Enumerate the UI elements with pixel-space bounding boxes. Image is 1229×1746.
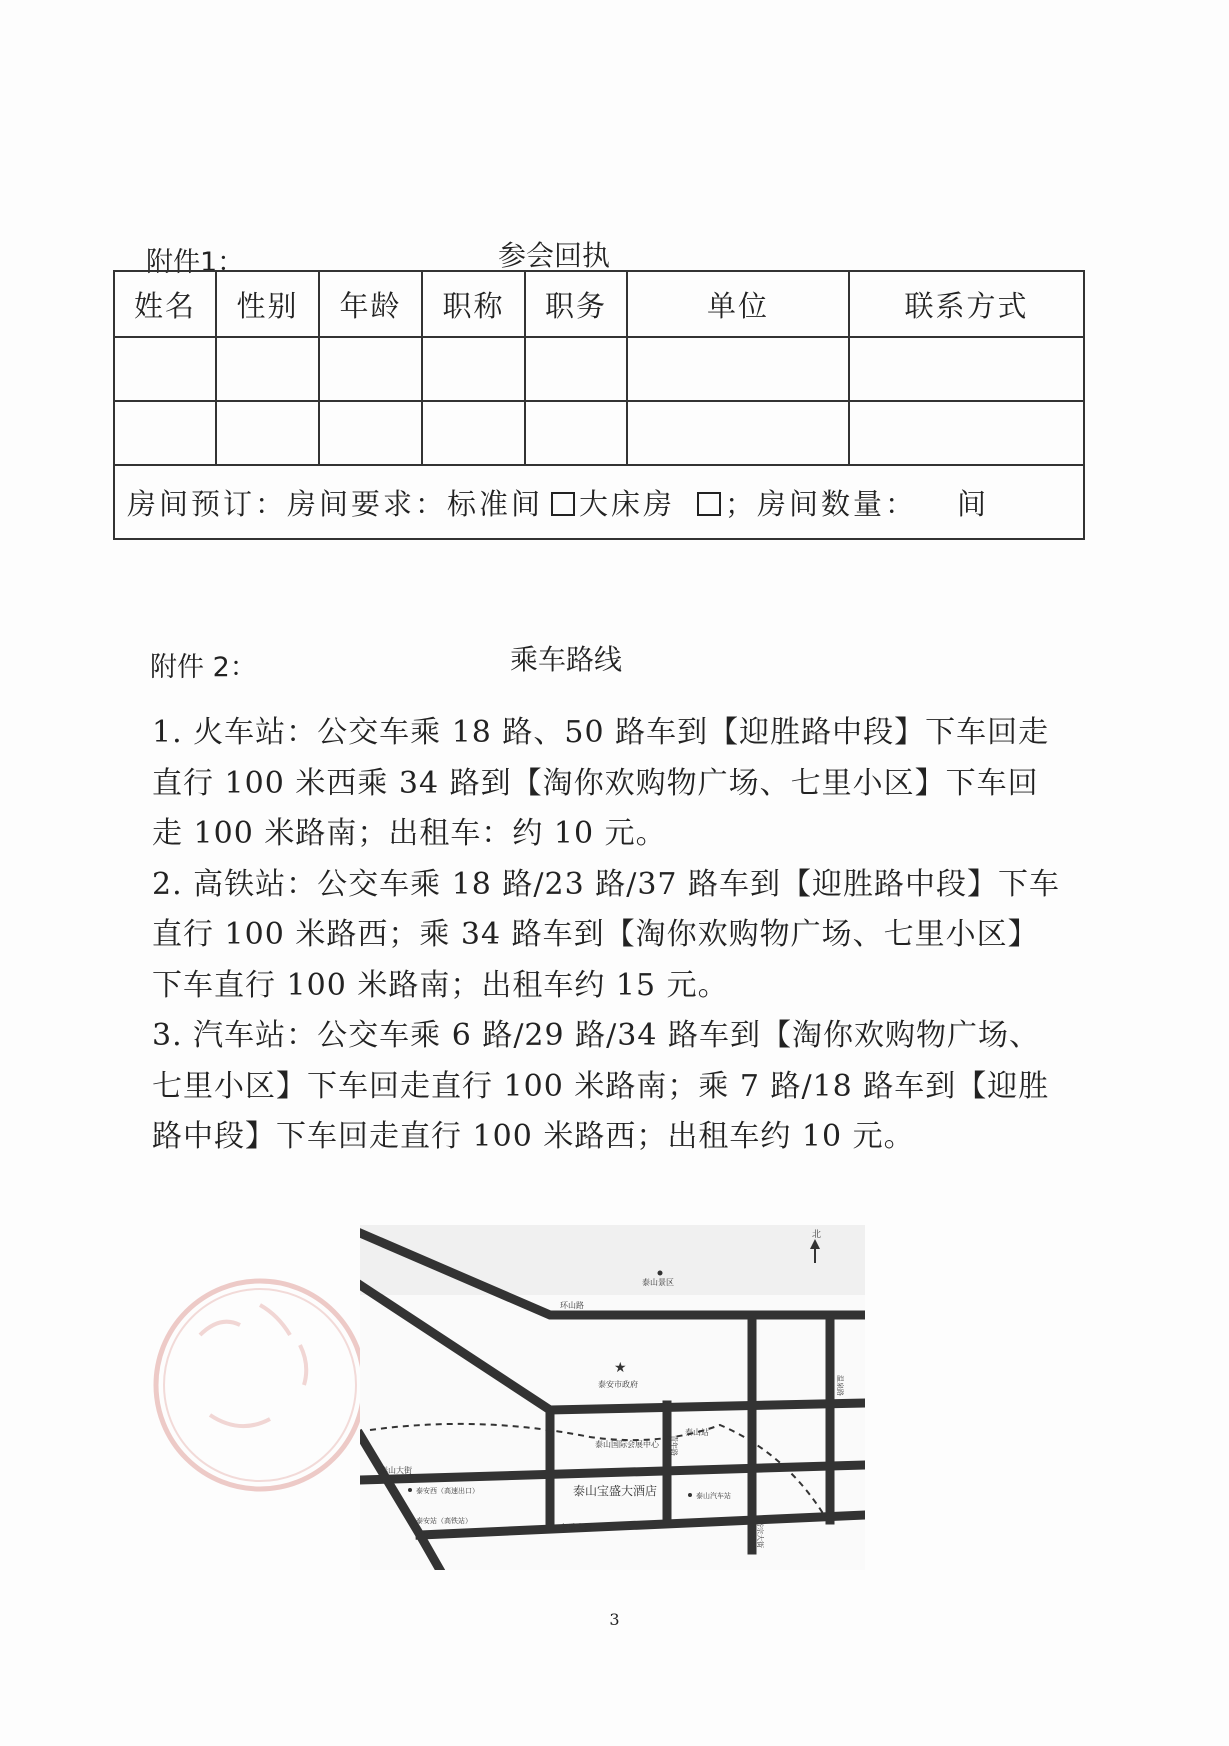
label-bus-station: 泰山汽车站	[696, 1492, 731, 1500]
king-room-checkbox[interactable]	[697, 492, 721, 516]
seal-stamp	[140, 1265, 380, 1505]
table-row	[114, 401, 1084, 465]
header-position: 职务	[525, 271, 627, 337]
table-row	[114, 337, 1084, 401]
label-scenic: 泰山景区	[642, 1278, 674, 1287]
room-prefix: 房间预订：房间要求：标准间	[127, 486, 544, 521]
header-contact: 联系方式	[849, 271, 1084, 337]
label-taian-hsr: 泰安站（高铁站）	[416, 1517, 472, 1525]
bus-station-marker-icon	[688, 1493, 692, 1497]
route-train-station: 1. 火车站：公交车乘 18 路、50 路车到【迎胜路中段】下车回走直行 100 米西乘 34 路到【淘你欢购物广场、七里小区】下车回走 100 米路南；出租车：约 10 元。	[152, 715, 1050, 851]
room-booking-cell	[114, 465, 1084, 539]
header-gender: 性别	[216, 271, 319, 337]
cell-unit[interactable]	[627, 337, 849, 401]
label-road-right: 温泉路	[836, 1375, 844, 1396]
route-high-speed-rail: 2. 高铁站：公交车乘 18 路/23 路/37 路车到【迎胜路中段】下车直行 100 米路西；乘 34 路车到【淘你欢购物广场、七里小区】下车直行 100 米路南；出租车约 15 元。	[152, 866, 1061, 1003]
cell-age[interactable]	[319, 337, 422, 401]
label-taishan-station: 泰山站	[685, 1428, 709, 1437]
registration-table	[113, 270, 1085, 540]
standard-room-checkbox[interactable]	[551, 492, 575, 516]
table-header-row	[114, 271, 1084, 337]
star-icon: ★	[614, 1360, 627, 1376]
north-label: 北	[812, 1230, 822, 1240]
cell-contact[interactable]	[849, 337, 1084, 401]
label-hotel: 泰山宝盛大酒店	[573, 1484, 658, 1498]
label-daijie: 泰山大街	[380, 1466, 412, 1475]
label-government: 泰安市政府	[598, 1380, 638, 1389]
cell-gender[interactable]	[216, 337, 319, 401]
scenic-marker-icon	[658, 1271, 663, 1276]
cell-unit[interactable]	[627, 401, 849, 465]
room-suffix: ；房间数量：	[725, 486, 918, 521]
room-booking-row	[114, 465, 1084, 539]
cell-name[interactable]	[114, 401, 216, 465]
cell-name[interactable]	[114, 337, 216, 401]
cell-position[interactable]	[525, 337, 627, 401]
route-map	[360, 1225, 865, 1570]
label-yingsheng: 迎胜大街	[458, 1349, 491, 1375]
scenic-area	[360, 1225, 865, 1295]
header-name: 姓名	[114, 271, 216, 337]
route-list	[152, 708, 1062, 1163]
route-bus-station: 3. 汽车站：公交车乘 6 路/29 路/34 路车到【淘你欢购物广场、七里小区】下车回走直行 100 米路南；乘 7 路/18 路车到【迎胜路中段】下车回走直行 100 米路西；出租车约 10 元。	[152, 1018, 1050, 1154]
attachment2-label: 附件 2：	[150, 652, 257, 683]
cell-gender[interactable]	[216, 401, 319, 465]
label-convention: 泰山国际会展中心	[595, 1440, 659, 1449]
label-road-low: 岱宗大街	[756, 1520, 764, 1548]
header-title: 职称	[422, 271, 525, 337]
cell-age[interactable]	[319, 401, 422, 465]
room-option-2: 大床房	[579, 486, 676, 521]
label-dongyue: 东岳大街	[560, 1523, 592, 1532]
header-unit: 单位	[627, 271, 849, 337]
label-taian-west: 泰安西（高速出口）	[416, 1487, 479, 1495]
taian-hsr-marker-icon	[408, 1518, 412, 1522]
taian-west-marker-icon	[408, 1488, 412, 1492]
page-number: 3	[609, 1610, 620, 1629]
attachment2-title: 乘车路线	[510, 643, 623, 676]
label-huanshan: 环山路	[560, 1301, 584, 1310]
room-unit: 间	[957, 486, 990, 521]
cell-position[interactable]	[525, 401, 627, 465]
cell-title[interactable]	[422, 337, 525, 401]
attachment1-label: 附件1：	[146, 247, 245, 278]
cell-title[interactable]	[422, 401, 525, 465]
cell-contact[interactable]	[849, 401, 1084, 465]
header-age: 年龄	[319, 271, 422, 337]
label-road-mid: 青年路	[670, 1435, 678, 1456]
attachment1-title: 参会回执	[498, 239, 611, 272]
